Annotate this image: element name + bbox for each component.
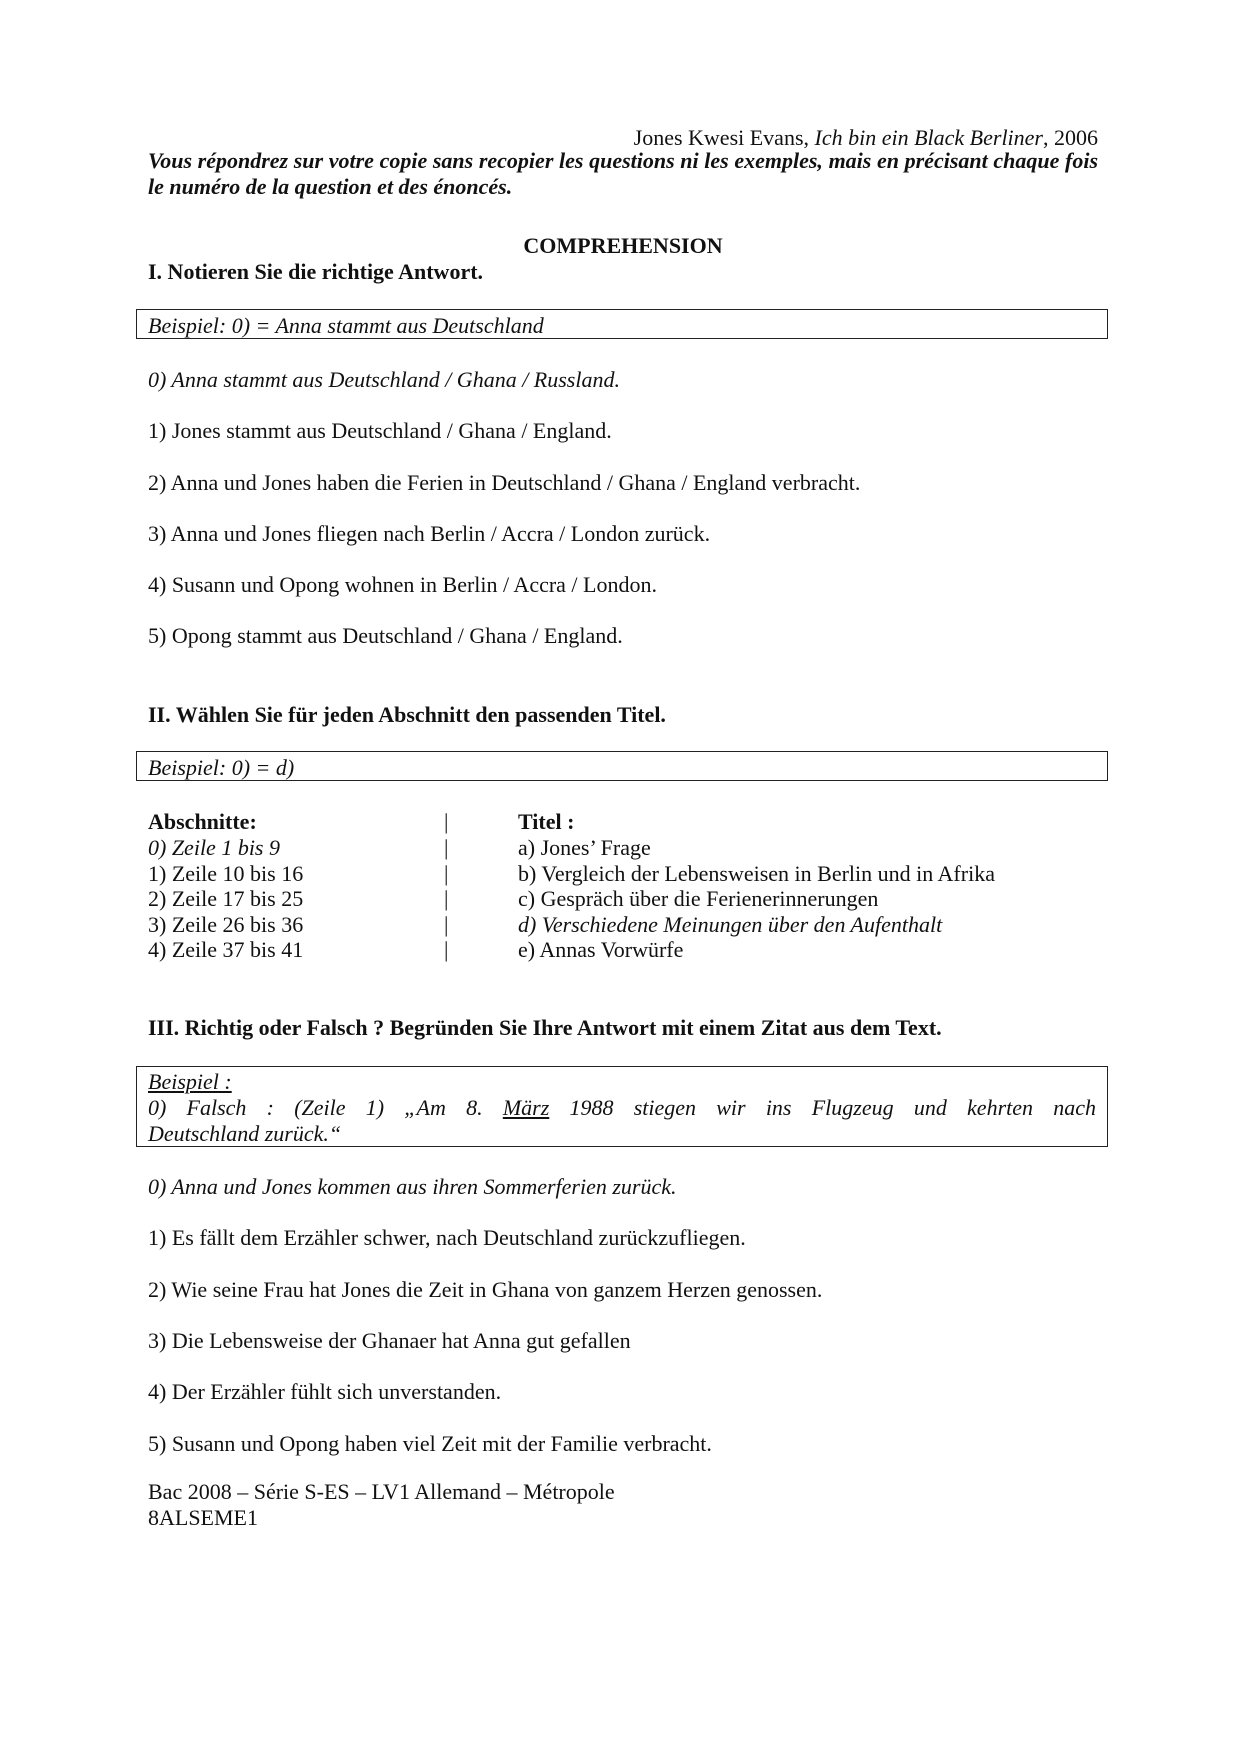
footer-exam-info: Bac 2008 – Série S-ES – LV1 Allemand – Métropole	[148, 1479, 615, 1504]
titel-header: Titel :	[518, 809, 575, 834]
abschnitt-item: 1) Zeile 10 bis 16	[148, 861, 304, 886]
section-3-item: 3) Die Lebensweise der Ghanaer hat Anna gut gefallen	[148, 1328, 631, 1353]
abschnitt-item: 4) Zeile 37 bis 41	[148, 937, 304, 962]
section-1-item: 1) Jones stammt aus Deutschland / Ghana / England.	[148, 418, 612, 443]
underlined-word: März	[502, 1095, 550, 1120]
section-3-item: 5) Susann und Opong haben viel Zeit mit der Familie verbracht.	[148, 1431, 712, 1456]
section-2-example: Beispiel: 0) = d)	[148, 755, 295, 780]
section-2-heading: II. Wählen Sie für jeden Abschnitt den passenden Titel.	[148, 702, 666, 727]
abschnitt-item: 2) Zeile 17 bis 25	[148, 886, 304, 911]
section-3-example-box	[136, 1066, 1108, 1147]
column-separator: |	[444, 912, 449, 937]
section-3-item: 0) Anna und Jones kommen aus ihren Sommerferien zurück.	[148, 1174, 677, 1199]
document-page	[148, 0, 1098, 1754]
section-1-item: 4) Susann und Opong wohnen in Berlin / Accra / London.	[148, 572, 657, 597]
source-year: , 2006	[1043, 125, 1098, 150]
section-1-item: 3) Anna und Jones fliegen nach Berlin / Accra / London zurück.	[148, 521, 711, 546]
footer-code: 8ALSEME1	[148, 1505, 258, 1530]
titel-item: e) Annas Vorwürfe	[518, 937, 684, 962]
column-separator: |	[444, 835, 449, 860]
source-book-title: Ich bin ein Black Berliner	[814, 125, 1043, 150]
abschnitte-header: Abschnitte:	[148, 809, 257, 834]
abschnitt-item: 3) Zeile 26 bis 36	[148, 912, 304, 937]
section-1-example-box	[136, 309, 1108, 339]
titel-item: c) Gespräch über die Ferienerinnerungen	[518, 886, 879, 911]
source-author: Jones Kwesi Evans,	[633, 125, 810, 150]
section-1-item: 5) Opong stammt aus Deutschland / Ghana / England.	[148, 623, 623, 648]
column-separator: |	[444, 886, 449, 911]
column-separator: |	[444, 809, 449, 834]
section-3-example-line-2: Deutschland zurück.“	[148, 1121, 342, 1146]
titel-item: d) Verschiedene Meinungen über den Aufenthalt	[518, 912, 943, 937]
abschnitt-item: 0) Zeile 1 bis 9	[148, 835, 280, 860]
column-separator: |	[444, 937, 449, 962]
instructions: Vous répondrez sur votre copie sans recopier les questions ni les exemples, mais en précisant chaque fois le numéro de la question et des énoncés.	[148, 148, 1098, 199]
page-title: COMPREHENSION	[523, 233, 723, 258]
section-2-example-box	[136, 751, 1108, 781]
section-3-example-label: Beispiel :	[148, 1069, 232, 1094]
section-3-item: 2) Wie seine Frau hat Jones die Zeit in Ghana von ganzem Herzen genossen.	[148, 1277, 823, 1302]
section-3-heading: III. Richtig oder Falsch ? Begründen Sie Ihre Antwort mit einem Zitat aus dem Text.	[148, 1015, 942, 1040]
column-separator: |	[444, 861, 449, 886]
section-1-heading: I. Notieren Sie die richtige Antwort.	[148, 259, 484, 284]
section-1-example: Beispiel: 0) = Anna stammt aus Deutschland	[148, 313, 544, 338]
section-3-item: 1) Es fällt dem Erzähler schwer, nach Deutschland zurückzufliegen.	[148, 1225, 746, 1250]
section-1-item: 0) Anna stammt aus Deutschland / Ghana / Russland.	[148, 367, 620, 392]
section-1-item: 2) Anna und Jones haben die Ferien in Deutschland / Ghana / England verbracht.	[148, 470, 861, 495]
titel-item: b) Vergleich der Lebensweisen in Berlin und in Afrika	[518, 861, 995, 886]
section-3-example-line-1: 0) Falsch : (Zeile 1) „Am 8. März 1988 stiegen wir ins Flugzeug und kehrten nach	[148, 1095, 1097, 1120]
titel-item: a) Jones’ Frage	[518, 835, 651, 860]
section-3-item: 4) Der Erzähler fühlt sich unverstanden.	[148, 1379, 502, 1404]
